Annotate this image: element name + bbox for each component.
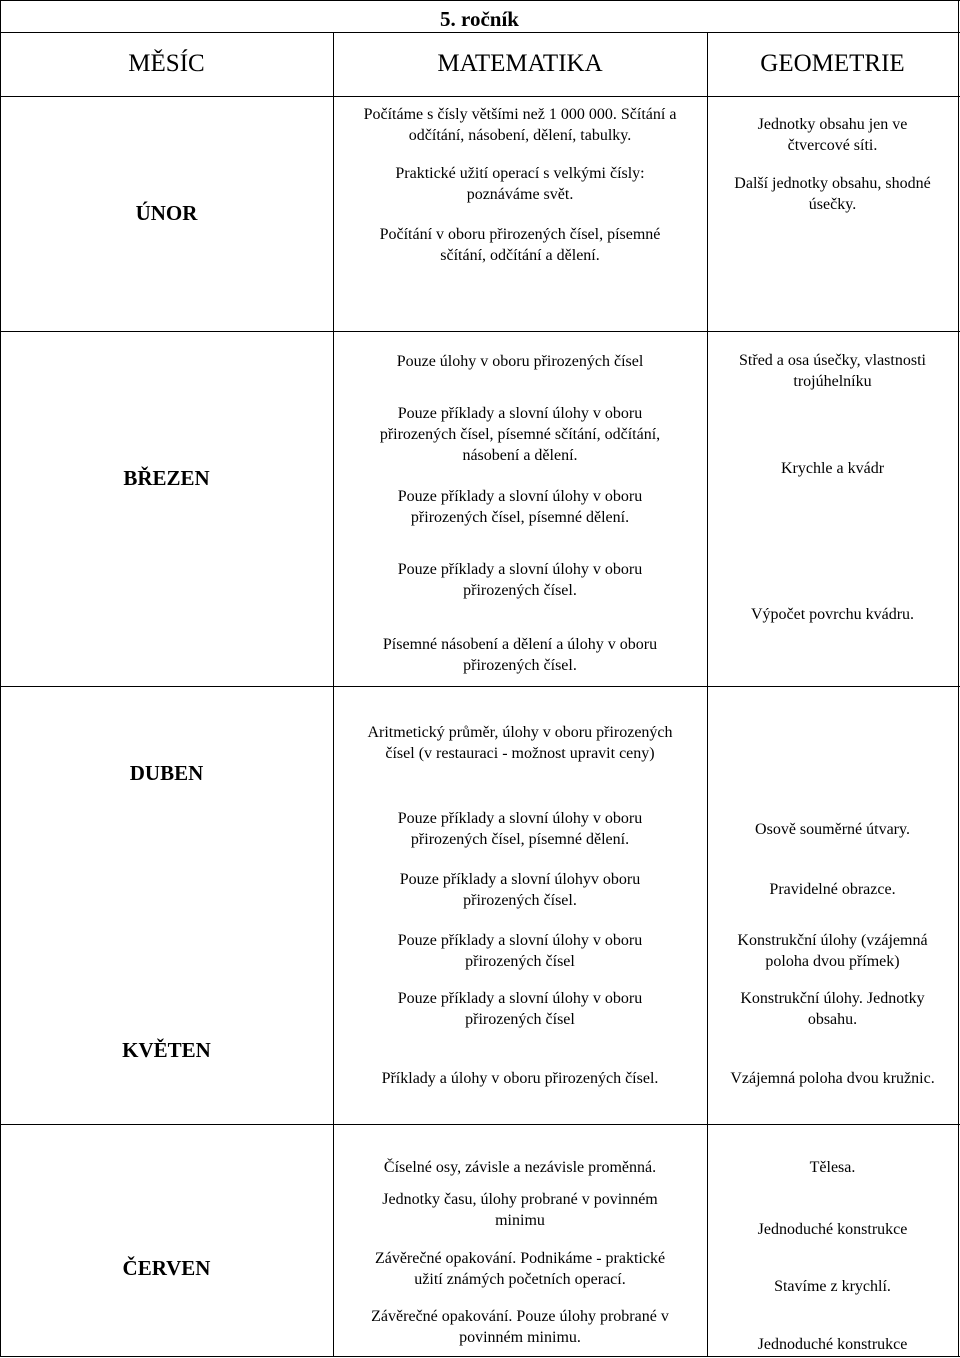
geometry-topic: Osově souměrné útvary. xyxy=(755,821,910,838)
geometry-topic: Pravidelné obrazce. xyxy=(769,881,896,898)
month-duben: DUBEN xyxy=(129,761,204,785)
geometry-topic: Jednoduché konstrukce xyxy=(757,1221,908,1238)
table-border-top xyxy=(0,0,960,1)
geometry-topic: Krychle a kvádr xyxy=(780,460,885,477)
math-topic: Pouze příklady a slovní úlohy v oboru přirozených čísel. xyxy=(397,561,643,599)
math-topic: Pouze příklady a slovní úlohy v oboru přirozených čísel, písemné dělení. xyxy=(397,810,643,848)
geometry-topic: Další jednotky obsahu, shodné úsečky. xyxy=(734,175,931,213)
math-topic: Jednotky času, úlohy probrané v povinném minimu xyxy=(382,1191,658,1229)
math-topic: Písemné násobení a dělení a úlohy v oboru přirozených čísel. xyxy=(382,636,658,674)
math-topic: Pouze příklady a slovní úlohy v oboru přirozených čísel xyxy=(397,932,643,970)
geometry-topic: Konstrukční úlohy (vzájemná poloha dvou přímek) xyxy=(737,932,928,970)
geometry-topic: Konstrukční úlohy. Jednotky obsahu. xyxy=(740,990,925,1028)
math-topic: Závěrečné opakování. Pouze úlohy probrané v povinném minimu. xyxy=(371,1308,669,1346)
table-row-divider xyxy=(0,331,960,332)
math-topic: Pouze úlohy v oboru přirozených čísel xyxy=(396,353,644,370)
math-topic: Příklady a úlohy v oboru přirozených čísel. xyxy=(381,1070,659,1087)
geometry-topic: Střed a osa úsečky, vlastnosti trojúhelníku xyxy=(739,352,926,390)
math-topic: Praktické užití operací s velkými čísly: poznáváme svět. xyxy=(395,165,645,203)
table-row-divider xyxy=(0,686,960,687)
math-topic: Pouze příklady a slovní úlohyv oboru přirozených čísel. xyxy=(399,871,641,909)
month-cerven: ČERVEN xyxy=(122,1256,211,1280)
month-kveten: KVĚTEN xyxy=(122,1038,211,1062)
header-math: MATEMATIKA xyxy=(437,50,603,77)
table-row-divider xyxy=(0,32,960,33)
math-topic: Pouze příklady a slovní úlohy v oboru přirozených čísel xyxy=(397,990,643,1028)
header-month: MĚSÍC xyxy=(128,50,205,77)
table-row-divider xyxy=(0,96,960,97)
math-topic: Pouze příklady a slovní úlohy v oboru přirozených čísel, písemné sčítání, odčítání, násobení a dělení. xyxy=(379,405,661,464)
math-topic: Aritmetický průměr, úlohy v oboru přirozených čísel (v restauraci - možnost upravit ceny) xyxy=(367,724,673,762)
geometry-topic: Vzájemná poloha dvou kružnic. xyxy=(730,1070,935,1087)
table-border-right xyxy=(958,0,959,1357)
math-topic: Číselné osy, závisle a nezávisle proměnná. xyxy=(383,1159,657,1176)
table-border-bottom xyxy=(0,1356,960,1357)
math-topic: Počítáme s čísly většími než 1 000 000. Sčítání a odčítání, násobení, dělení, tabulky. xyxy=(363,106,677,144)
geometry-topic: Jednotky obsahu jen ve čtvercové síti. xyxy=(757,116,908,154)
header-geometry: GEOMETRIE xyxy=(760,50,905,77)
month-unor: ÚNOR xyxy=(135,201,198,225)
math-topic: Pouze příklady a slovní úlohy v oboru přirozených čísel, písemné dělení. xyxy=(397,488,643,526)
geometry-topic: Tělesa. xyxy=(809,1159,856,1176)
geometry-topic: Stavíme z krychlí. xyxy=(774,1278,891,1295)
geometry-topic: Výpočet povrchu kvádru. xyxy=(750,606,915,623)
math-topic: Závěrečné opakování. Podnikáme - praktické užití známých početních operací. xyxy=(374,1250,666,1288)
geometry-topic: Jednoduché konstrukce xyxy=(757,1336,908,1353)
page-title: 5. ročník xyxy=(440,7,519,31)
month-brezen: BŘEZEN xyxy=(123,466,210,490)
table-row-divider xyxy=(0,1124,960,1125)
math-topic: Počítání v oboru přirozených čísel, písemné sčítání, odčítání a dělení. xyxy=(379,226,661,264)
